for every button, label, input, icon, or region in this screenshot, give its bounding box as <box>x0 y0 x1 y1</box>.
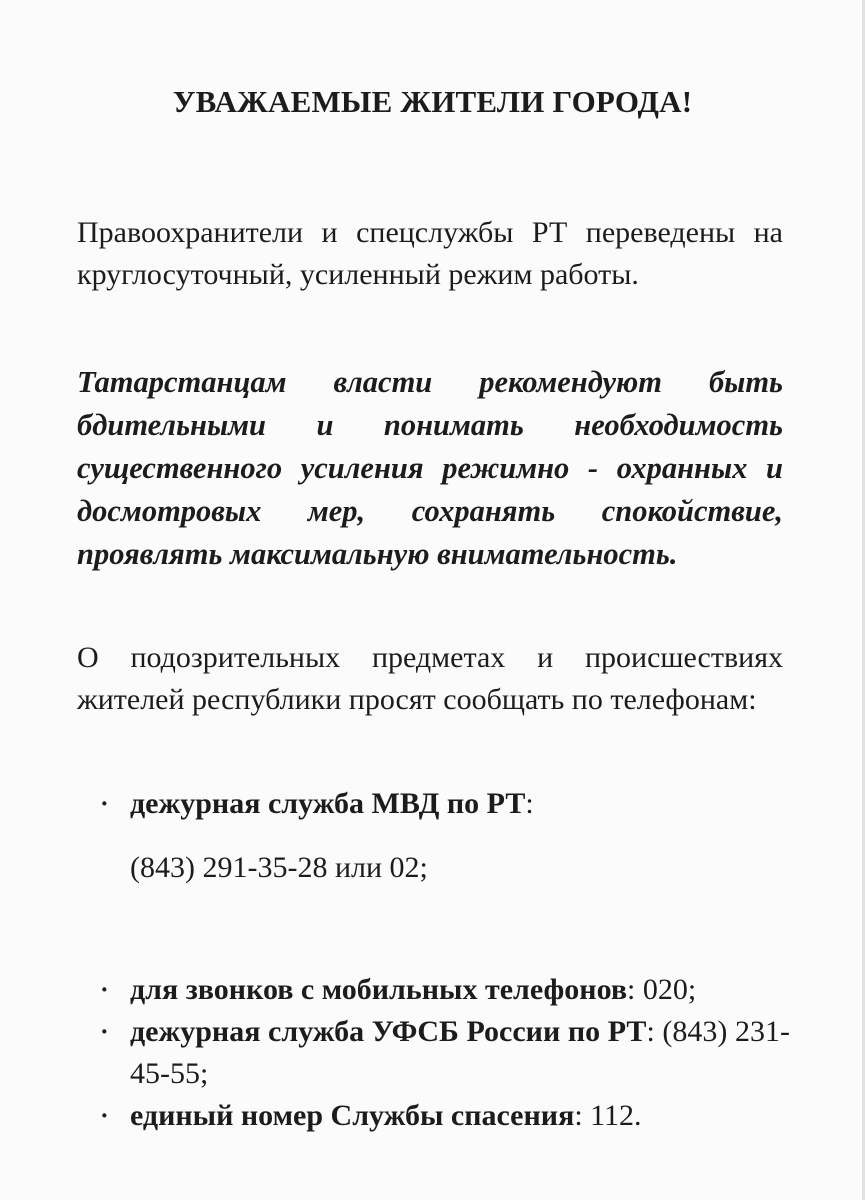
bullet-icon: · <box>100 1017 109 1046</box>
list-item <box>100 783 790 889</box>
separator: : <box>627 973 636 1006</box>
separator: : <box>646 1015 655 1048</box>
list-item <box>100 1095 790 1137</box>
service-name: единый номер Службы спасения <box>130 1099 575 1132</box>
service-name: дежурная служба УФСБ России по РТ <box>130 1015 647 1048</box>
bullet-icon: · <box>100 789 109 818</box>
phone-number: 112. <box>590 1099 642 1132</box>
notice-title: УВАЖАЕМЫЕ ЖИТЕЛИ ГОРОДА! <box>172 84 693 119</box>
service-name: для звонков с мобильных телефонов <box>130 973 628 1006</box>
paragraph-law-enforcement: Правоохранители и спецслужбы РТ переведены на круглосуточный, усиленный режим работы. <box>77 216 783 291</box>
separator: : <box>574 1099 583 1132</box>
bullet-icon: · <box>100 1101 109 1130</box>
paragraph-recommendations: Татарстанцам власти рекомендуют быть бдительными и понимать необходимость существенного усиления режимно - охранных и досмотровых мер, сохранять спокойствие, проявлять максимальную внимательность. <box>77 365 783 571</box>
phone-number: (843) 231-45-55; <box>130 1015 791 1090</box>
separator: : <box>525 787 534 820</box>
paragraph-report-request: О подозрительных предметах и происшествиях жителей республики просят сообщать по телефонам: <box>77 641 783 716</box>
list-item <box>100 969 790 1011</box>
list-item <box>100 1011 790 1095</box>
phone-number: (843) 291-35-28 или 02; <box>130 851 428 884</box>
service-name: дежурная служба МВД по РТ <box>130 787 526 820</box>
phone-list <box>100 783 790 1137</box>
bullet-icon: · <box>100 975 109 1004</box>
phone-number: 020; <box>642 973 697 1006</box>
